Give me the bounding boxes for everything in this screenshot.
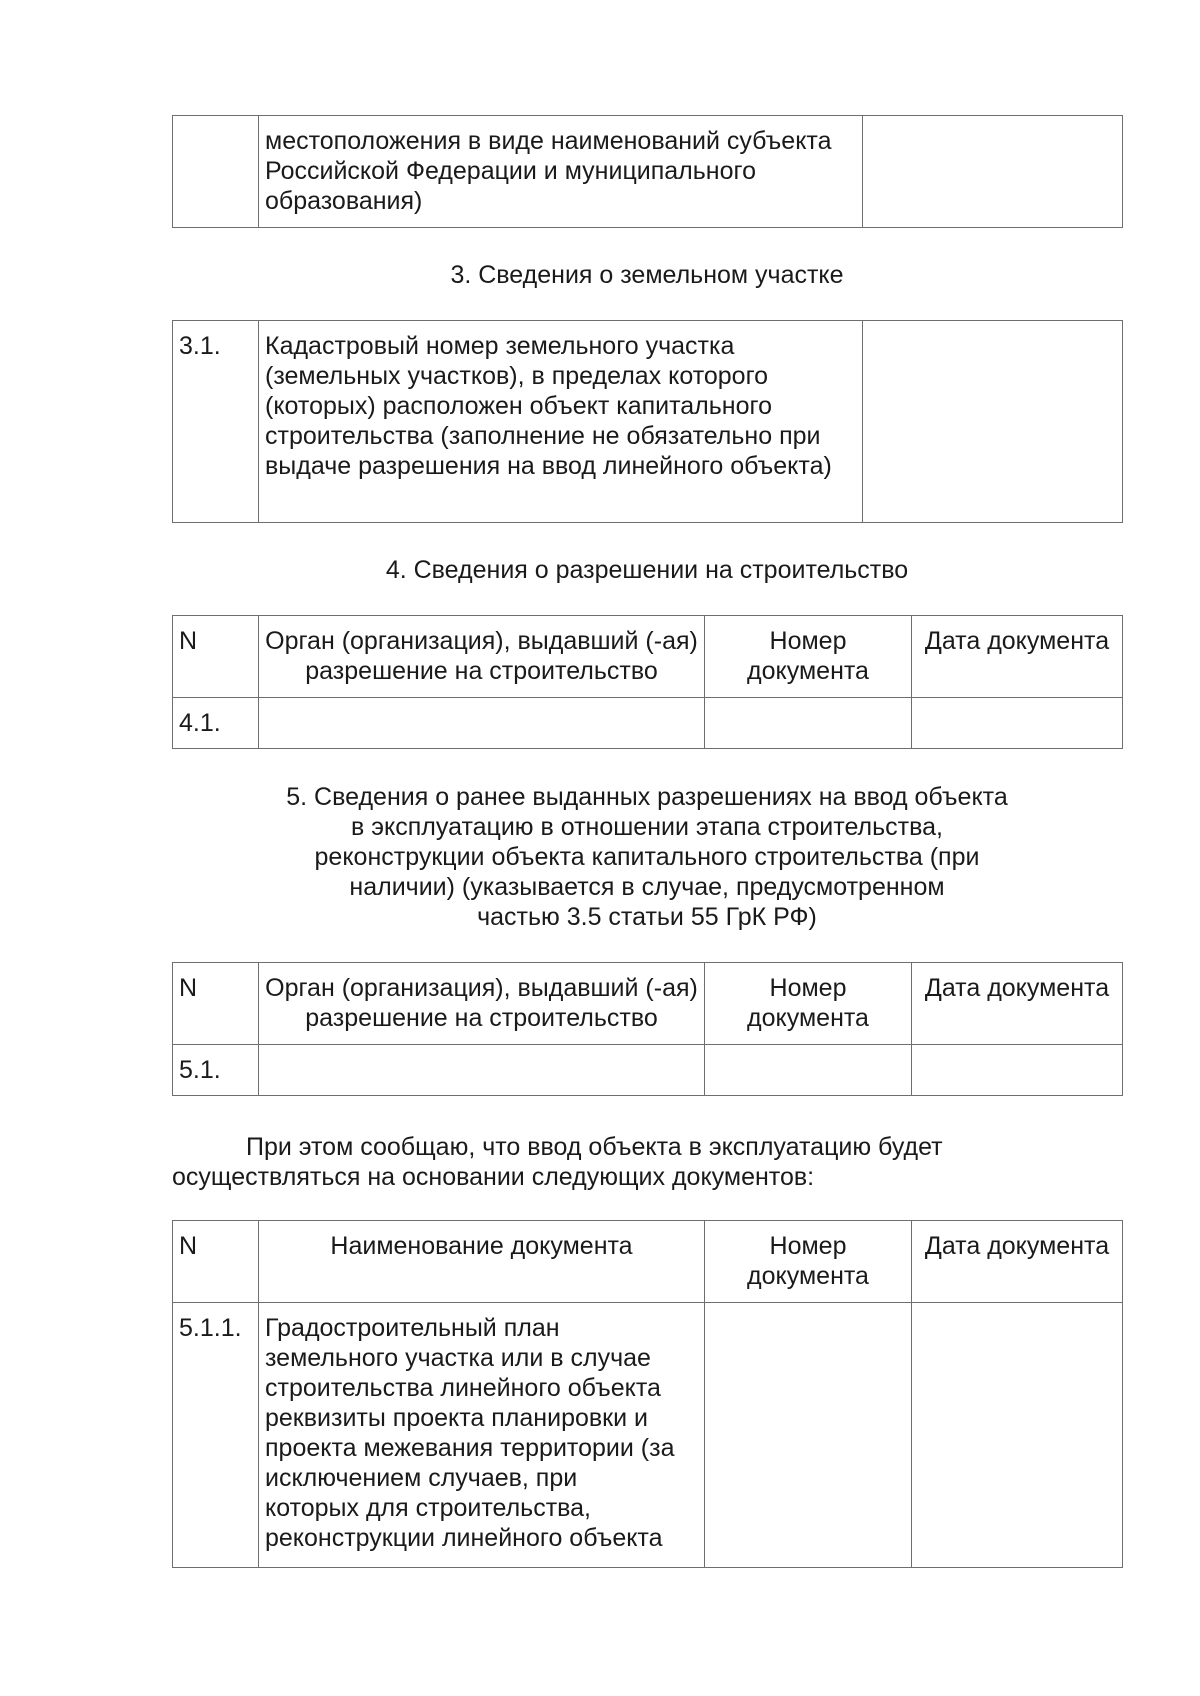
previous-permits-table bbox=[172, 962, 1123, 1096]
statement-line: осуществляться на основании следующих документов: bbox=[172, 1163, 815, 1191]
document-number-cell bbox=[705, 698, 912, 749]
header-number: N bbox=[173, 963, 259, 1045]
table-row bbox=[173, 698, 1123, 749]
row-number-cell: 3.1. bbox=[173, 321, 259, 523]
table-row bbox=[173, 116, 1123, 228]
header-number: N bbox=[173, 616, 259, 698]
cadastral-number-value-cell bbox=[863, 321, 1123, 523]
cadastral-number-label-cell: Кадастровый номер земельного участка (земельных участков), в пределах которого (которых) расположен объект капитального строительства (заполнение не обязательно при выдаче разрешения на ввод линейного объекта) bbox=[259, 321, 863, 523]
document-name-line: земельного участка или в случае bbox=[265, 1344, 651, 1372]
table-row bbox=[173, 1045, 1123, 1096]
header-issuing-authority: Орган (организация), выдавший (-ая) разрешение на строительство bbox=[259, 963, 705, 1045]
documents-table bbox=[172, 1220, 1123, 1568]
heading-line: 5. Сведения о ранее выданных разрешениях на ввод объекта bbox=[286, 783, 1008, 811]
land-plot-table bbox=[172, 320, 1123, 523]
row-number-cell: 5.1.1. bbox=[173, 1303, 259, 1568]
value-cell bbox=[863, 116, 1123, 228]
document-name-line: реквизиты проекта планировки и bbox=[265, 1404, 648, 1432]
document-name-line: реконструкции линейного объекта bbox=[265, 1524, 663, 1552]
header-document-number: Номер документа bbox=[705, 963, 912, 1045]
header-document-name: Наименование документа bbox=[259, 1221, 705, 1303]
table-header-row bbox=[173, 1221, 1123, 1303]
heading-line: наличии) (указывается в случае, предусмотренном bbox=[349, 873, 945, 901]
section-3-heading: 3. Сведения о земельном участке bbox=[450, 261, 844, 289]
document-name-line: строительства линейного объекта bbox=[265, 1374, 661, 1402]
document-name-cell bbox=[259, 1303, 705, 1568]
header-document-date: Дата документа bbox=[912, 963, 1123, 1045]
issuing-authority-cell bbox=[259, 698, 705, 749]
table-row bbox=[173, 1303, 1123, 1568]
row-number-cell bbox=[173, 116, 259, 228]
section-4-heading: 4. Сведения о разрешении на строительство bbox=[385, 556, 909, 584]
document-name-line: Градостроительный план bbox=[265, 1314, 560, 1342]
heading-line: реконструкции объекта капитального строительства (при bbox=[314, 843, 980, 871]
table-header-row bbox=[173, 963, 1123, 1045]
document-date-cell bbox=[912, 1303, 1123, 1568]
header-document-date: Дата документа bbox=[912, 616, 1123, 698]
document-name-line: исключением случаев, при bbox=[265, 1464, 578, 1492]
construction-permit-table bbox=[172, 615, 1123, 749]
document-date-cell bbox=[912, 1045, 1123, 1096]
table-header-row bbox=[173, 616, 1123, 698]
location-table bbox=[172, 115, 1123, 228]
issuing-authority-cell bbox=[259, 1045, 705, 1096]
location-description-cell: местоположения в виде наименований субъекта Российской Федерации и муниципального образования) bbox=[259, 116, 863, 228]
header-document-number: Номер документа bbox=[705, 1221, 912, 1303]
row-number-cell: 4.1. bbox=[173, 698, 259, 749]
row-number-cell: 5.1. bbox=[173, 1045, 259, 1096]
header-document-date: Дата документа bbox=[912, 1221, 1123, 1303]
header-document-number: Номер документа bbox=[705, 616, 912, 698]
section-5-heading bbox=[172, 782, 1122, 932]
header-number: N bbox=[173, 1221, 259, 1303]
document-number-cell bbox=[705, 1303, 912, 1568]
document-name-line: которых для строительства, bbox=[265, 1494, 592, 1522]
document-name-line: проекта межевания территории (за bbox=[265, 1434, 675, 1462]
document-number-cell bbox=[705, 1045, 912, 1096]
statement-paragraph bbox=[172, 1132, 1122, 1192]
statement-line: При этом сообщаю, что ввод объекта в эксплуатацию будет bbox=[246, 1133, 943, 1161]
heading-line: в эксплуатацию в отношении этапа строительства, bbox=[351, 813, 943, 841]
table-row bbox=[173, 321, 1123, 523]
document-date-cell bbox=[912, 698, 1123, 749]
heading-line: частью 3.5 статьи 55 ГрК РФ) bbox=[477, 903, 817, 931]
header-issuing-authority: Орган (организация), выдавший (-ая) разрешение на строительство bbox=[259, 616, 705, 698]
